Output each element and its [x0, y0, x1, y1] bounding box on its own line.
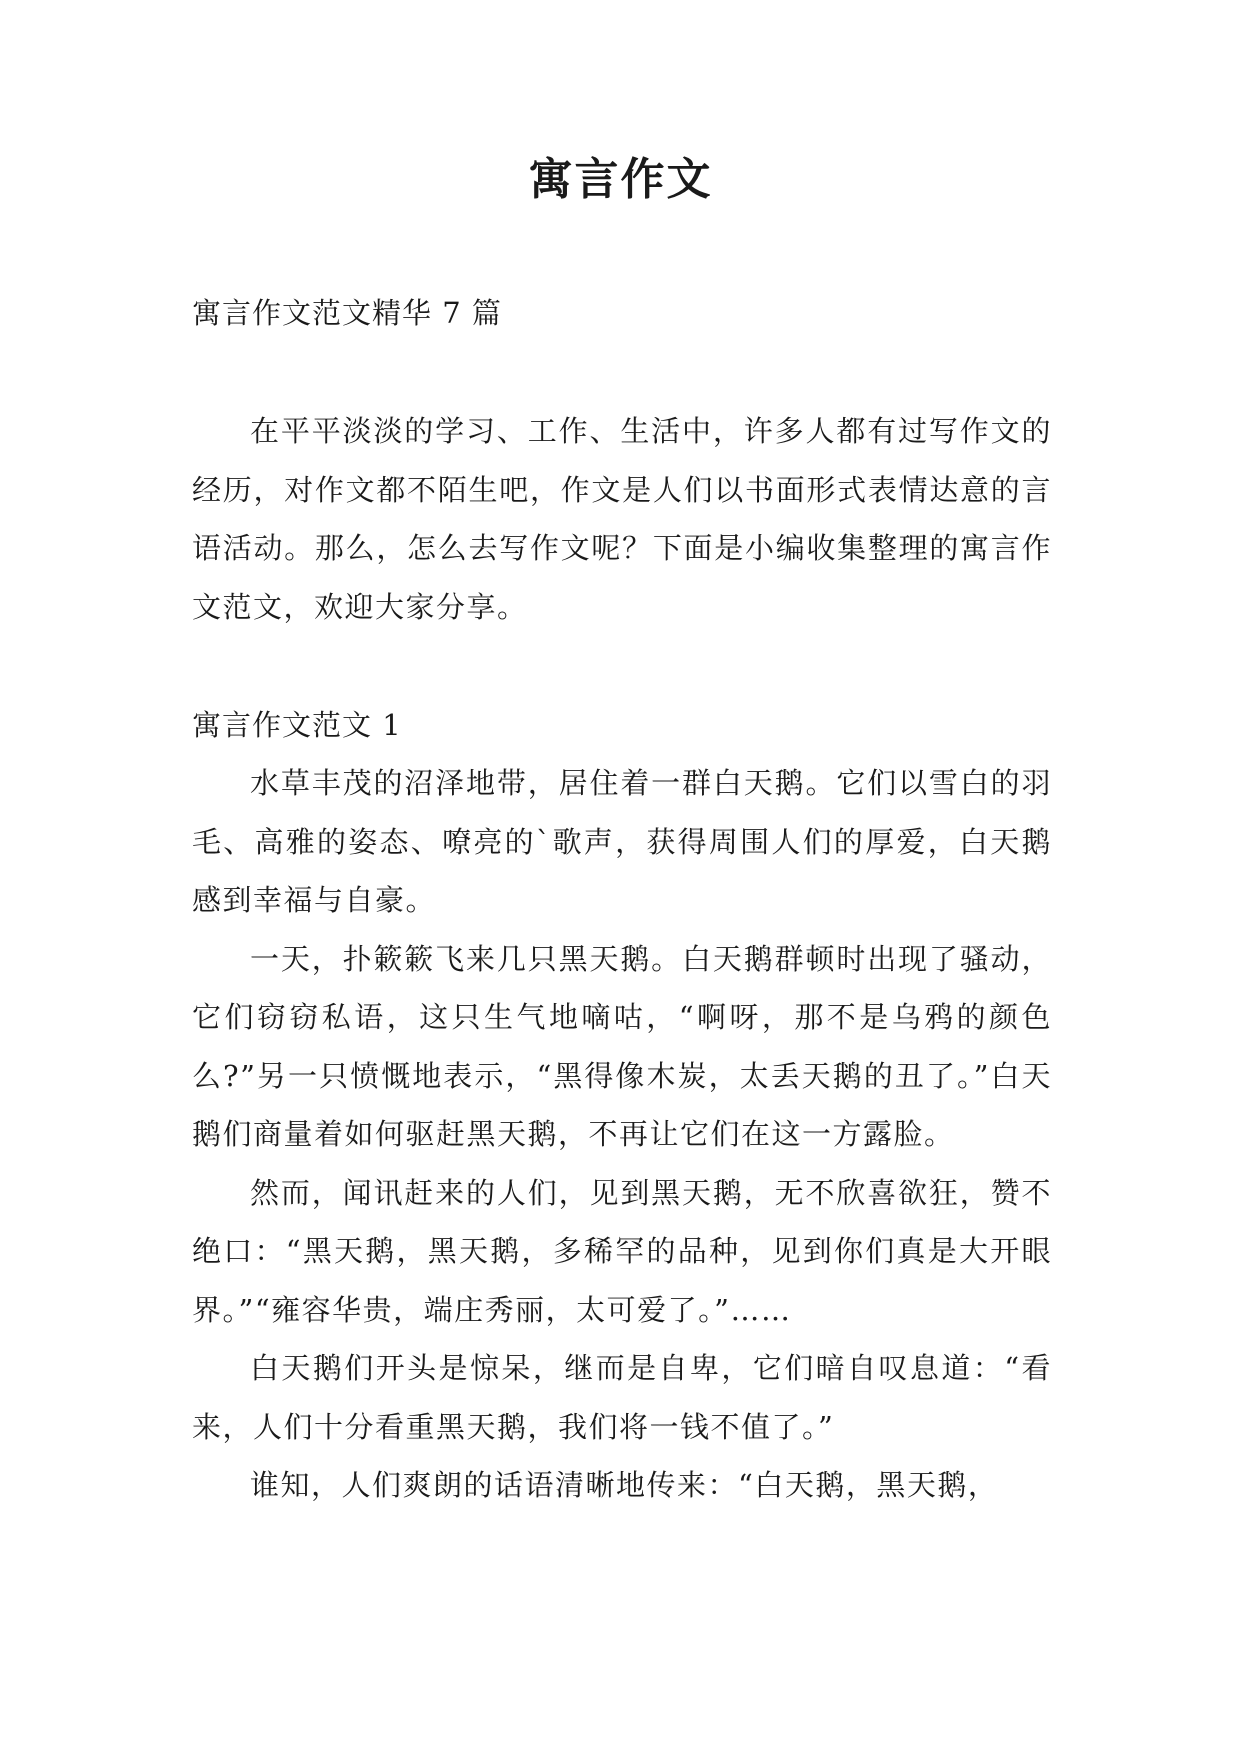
section-heading: 寓言作文范文 1: [192, 708, 402, 742]
paragraph: 水草丰茂的沼泽地带，居住着一群白天鹅。它们以雪白的羽毛、高雅的姿态、嘹亮的`歌声，获得周围人们的厚爱，白天鹅感到幸福与自豪。: [192, 766, 1052, 917]
paragraph: 白天鹅们开头是惊呆，继而是自卑，它们暗自叹息道：“看来，人们十分看重黑天鹅，我们将一钱不值了。”: [192, 1351, 1052, 1444]
paragraph: 一天，扑簌簌飞来几只黑天鹅。白天鹅群顿时出现了骚动，它们窃窃私语，这只生气地嘀咕，“啊呀，那不是乌鸦的颜色么?”另一只愤慨地表示，“黑得像木炭，太丢天鹅的丑了。”白天鹅们商量着如何驱赶黑天鹅，不再让它们在这一方露脸。: [192, 941, 1052, 1151]
essay-section-1: [192, 696, 1052, 1515]
paragraph: 然而，闻讯赶来的人们，见到黑天鹅，无不欣喜欲狂，赞不绝口：“黑天鹅，黑天鹅，多稀罕的品种，见到你们真是大开眼界。”“雍容华贵，端庄秀丽，太可爱了。”……: [192, 1175, 1052, 1327]
paragraph: 谁知，人们爽朗的话语清晰地传来：“白天鹅，黑天鹅，: [250, 1468, 999, 1502]
page-title: 寓言作文: [528, 154, 713, 205]
intro-paragraph: 在平平淡淡的学习、工作、生活中，许多人都有过写作文的经历，对作文都不陌生吧，作文是人们以书面形式表情达意的言语活动。那么，怎么去写作文呢？下面是小编收集整理的寓言作文范文，欢迎大家分享。: [192, 414, 1052, 624]
document-subtitle: 寓言作文范文精华 7 篇: [192, 296, 502, 330]
